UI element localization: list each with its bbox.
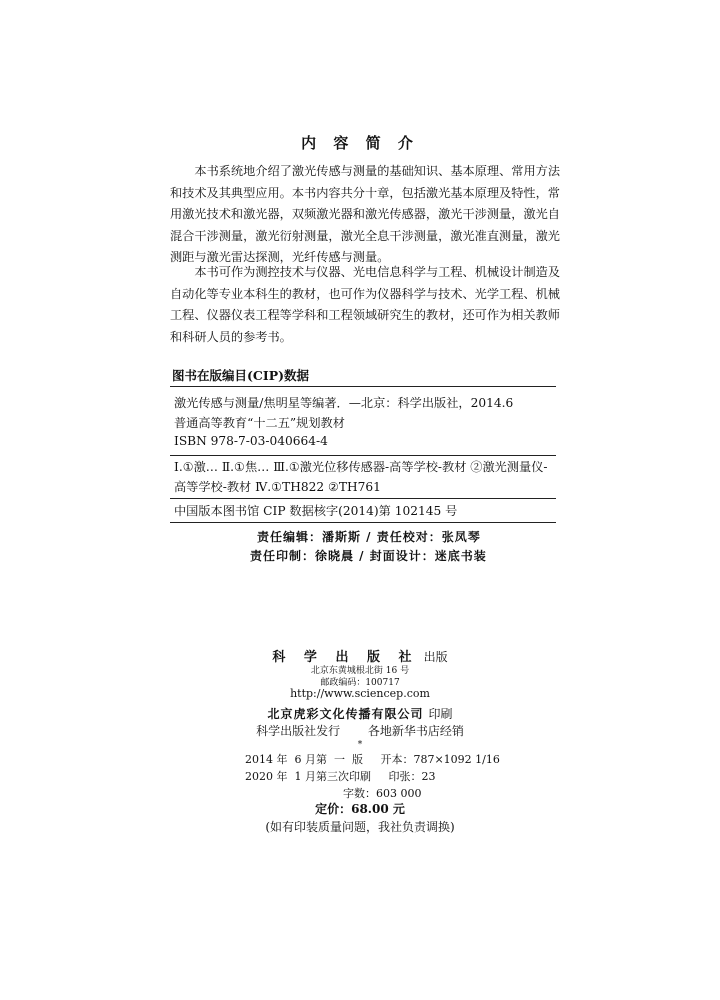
cip-title: 图书在版编目(CIP)数据	[172, 368, 310, 383]
intro-paragraph-2	[170, 262, 560, 348]
price: 定价：68.00 元	[315, 802, 405, 816]
cip-verification: 中国版本图书馆 CIP 数据核字(2014)第 102145 号	[174, 504, 458, 518]
edition-line-1: 2014 年 6 月第 一 版 开本：787×1092 1/16	[245, 753, 500, 766]
publisher-url: http://www.sciencep.com	[290, 687, 430, 700]
printer-name: 北京虎彩文化传播有限公司	[267, 707, 424, 721]
intro-title: 内 容 简 介	[301, 134, 419, 152]
distribution-row	[0, 722, 720, 739]
publisher-postcode: 邮政编码：100717	[320, 678, 400, 688]
intro-paragraph-1	[170, 161, 560, 269]
publisher-name: 科 学 出 版 社	[272, 650, 419, 665]
distributor: 科学出版社发行	[256, 724, 341, 738]
production-credits: 责任印制：徐晓晨 / 封面设计：迷底书装	[250, 549, 487, 563]
separator-star: *	[357, 740, 363, 750]
cip-classification-text: Ⅰ.①激… Ⅱ.①焦… Ⅲ.①激光位移传感器-高等学校-教材 ②激光测量仪-高等学校-教材 Ⅳ.①TH822 ②TH761	[174, 460, 548, 494]
cip-book-line: 激光传感与测量/焦明星等编著．—北京：科学出版社，2014.6	[174, 396, 514, 410]
cip-isbn-line: ISBN 978-7-03-040664-4	[174, 434, 328, 448]
publish-label: 出版	[423, 650, 448, 664]
cip-series-line: 普通高等教育“十二五”规划教材	[174, 416, 345, 430]
printer-row	[0, 703, 720, 722]
word-count: 字数：603 000	[343, 787, 422, 800]
edition-line-2: 2020 年 1 月第三次印刷 印张：23	[245, 770, 436, 783]
seller: 各地新华书店经销	[367, 724, 464, 738]
intro-paragraph-1-text: 本书系统地介绍了激光传感与测量的基础知识、基本原理、常用方法和技术及其典型应用。本书内容共分十章，包括激光基本原理及特性，常用激光技术和激光器，双频激光器和激光传感器，激光干涉测量，激光自混合干涉测量，激光衍射测量，激光全息干涉测量，激光准直测量，激光测距与激光雷达探测，光纤传感与测量。	[170, 164, 561, 264]
cip-bottom-rule	[170, 522, 556, 523]
editor-credits: 责任编辑：潘斯斯 / 责任校对：张凤琴	[257, 530, 481, 544]
print-label: 印刷	[428, 707, 453, 721]
cip-top-rule	[170, 386, 556, 387]
quality-notice: (如有印装质量问题，我社负责调换)	[265, 820, 455, 834]
publisher-address: 北京东黄城根北街 16 号	[310, 666, 410, 676]
cip-classification	[174, 457, 554, 497]
intro-paragraph-2-text: 本书可作为测控技术与仪器、光电信息科学与工程、机械设计制造及自动化等专业本科生的教材，也可作为仪器科学与技术、光学工程、机械工程、仪器仪表工程等学科和工程领域研究生的教材，还可作为相关教师和科研人员的参考书。	[170, 265, 561, 344]
cip-lower-rule	[170, 498, 556, 499]
cip-mid-rule	[170, 455, 556, 456]
